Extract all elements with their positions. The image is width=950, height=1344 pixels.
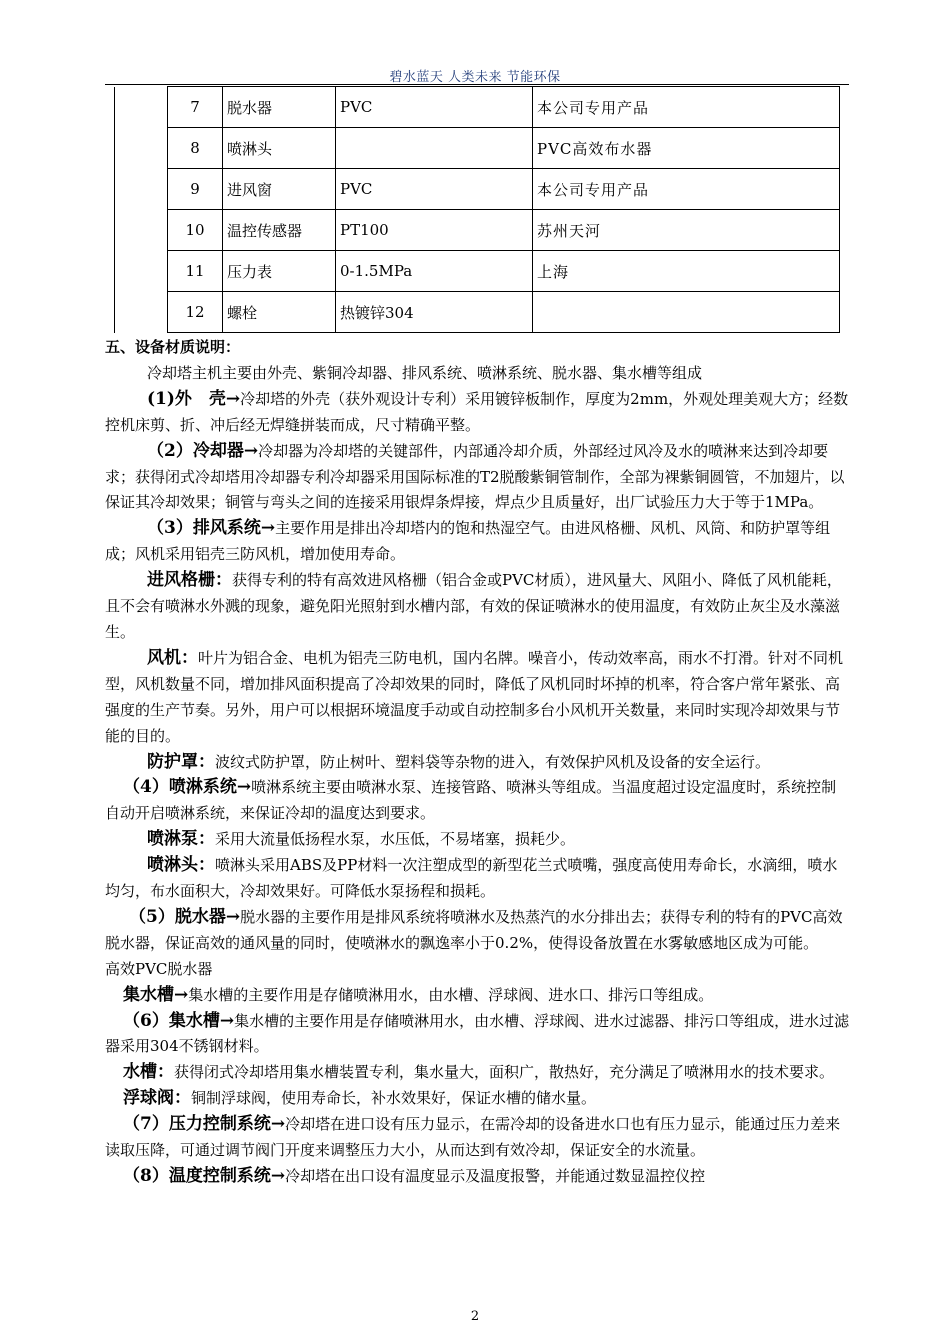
page-number: 2 <box>470 1309 480 1324</box>
material-table <box>114 86 840 333</box>
part-material: 0-1.5MPa <box>336 251 533 292</box>
part-material: 热镀锌304 <box>336 292 533 333</box>
table-row <box>115 169 840 210</box>
item-text: 获得闭式冷却塔用集水槽装置专利，集水量大，面积广，散热好，充分满足了喷淋用水的技术要求。 <box>174 1063 835 1082</box>
table-row <box>115 87 840 128</box>
item-shell <box>105 387 851 439</box>
item-label: （3）排风系统→ <box>147 518 276 539</box>
part-name: 进风窗 <box>223 169 336 210</box>
page-header-slogan: 碧水蓝天 人类未来 节能环保 <box>389 70 561 85</box>
item-fan <box>105 646 851 750</box>
part-material: PVC <box>336 87 533 128</box>
item-guard <box>105 750 851 776</box>
item-text: 脱水器的主要作用是排风系统将喷淋水及热蒸汽的水分排出去；获得专利的特有的PVC高效脱水器，保证高效的通风量的同时，使喷淋水的飘逸率小于0.2%，使得设备放置在水雾敏感地区成为可能。 <box>105 907 843 952</box>
item-label: （8）温度控制系统→ <box>123 1166 286 1186</box>
item-eliminator-caption <box>105 957 851 983</box>
table-row <box>115 210 840 251</box>
item-collection-tank <box>105 983 851 1009</box>
item-text: 获得专利的特有高效进风格栅（铝合金或PVC材质），进风量大、风阻小、降低了风机能耗，且不会有喷淋水外溅的现象，避免阳光照射到水槽内部，有效的保证喷淋水的使用温度，有效防止灰尘及水藻滋生。 <box>105 571 842 641</box>
item-text: 采用大流量低扬程水泵，水压低，不易堵塞，损耗少。 <box>215 830 576 849</box>
row-number: 8 <box>168 128 223 169</box>
section-intro: 冷却塔主机主要由外壳、紫铜冷却器、排风系统、喷淋系统、脱水器、集水槽等组成 <box>147 363 703 382</box>
item-label: 喷淋头： <box>147 855 215 876</box>
item-spray-nozzle <box>105 853 851 905</box>
blank-cell <box>115 169 168 210</box>
part-material: PT100 <box>336 210 533 251</box>
row-number: 10 <box>168 210 223 251</box>
item-air-inlet-grille <box>105 568 851 646</box>
part-note: 本公司专用产品 <box>533 87 840 128</box>
item-text: 冷却器为冷却塔的关键部件，内部通冷却介质，外部经过风冷及水的喷淋来达到冷却要求；获得闭式冷却塔用冷却器专利冷却器采用国际标准的T2脱酸紫铜管制作，全部为裸紫铜圆管，不加翅片，以保证其冷却效果；铜管与弯头之间的连接采用银焊条焊接，焊点少且质量好，出厂试验压力大于等于1MPa。 <box>105 441 845 512</box>
item-text: 冷却塔在进口设有压力显示，在需冷却的设备进水口也有压力显示，能通过压力差来读取压降，可通过调节阀门开度来调整压力大小，从而达到有效冷却，保证安全的水流量。 <box>105 1115 841 1160</box>
item-label: 风机： <box>147 647 198 668</box>
item-label: 进风格栅： <box>147 570 232 591</box>
item-text: 铜制浮球阀，使用寿命长，补水效果好，保证水槽的储水量。 <box>191 1089 597 1108</box>
part-name: 温控传感器 <box>223 210 336 251</box>
item-spray-system <box>105 775 851 827</box>
part-material <box>336 128 533 169</box>
table-row <box>115 292 840 333</box>
item-label: (1)外 壳→ <box>147 388 241 409</box>
item-label: 集水槽→ <box>123 984 189 1005</box>
part-name: 脱水器 <box>223 87 336 128</box>
row-number: 7 <box>168 87 223 128</box>
item-float-valve <box>105 1086 851 1112</box>
item-label: 水槽： <box>123 1062 174 1083</box>
blank-cell <box>115 292 168 333</box>
row-number: 12 <box>168 292 223 333</box>
material-description <box>105 335 851 1190</box>
header-rule <box>105 84 849 85</box>
row-number: 11 <box>168 251 223 292</box>
part-note: 本公司专用产品 <box>533 169 840 210</box>
item-text: 喷淋头采用ABS及PP材料一次注塑成型的新型花兰式喷嘴，强度高使用寿命长，水滴细，喷水均匀，布水面积大，冷却效果好。可降低水泵扬程和损耗。 <box>105 856 838 901</box>
blank-cell <box>115 251 168 292</box>
item-label: （6）集水槽→ <box>123 1010 235 1031</box>
item-label: 喷淋泵： <box>147 829 215 850</box>
item-label: （4）喷淋系统→ <box>123 777 252 798</box>
item-text: 叶片为铝合金、电机为铝壳三防电机，国内名牌。噪音小，传动效率高，雨水不打滑。针对不同机型，风机数量不同，增加排风面积提高了冷却效果的同时，降低了风机同时坏掉的机率，符合客户常年紧张、高强度的生产节奏。另外，用户可以根据环境温度手动或自动控制多台小风机开关数量，来同时实现冷却效果与节能的目的。 <box>105 648 844 745</box>
item-water-tank <box>105 1060 851 1086</box>
blank-cell <box>115 128 168 169</box>
item-text: 喷淋系统主要由喷淋水泵、连接管路、喷淋头等组成。当温度超过设定温度时，系统控制自动开启喷淋系统，来保证冷却的温度达到要求。 <box>105 778 837 823</box>
part-name: 喷淋头 <box>223 128 336 169</box>
part-note: 苏州天河 <box>533 210 840 251</box>
part-name: 压力表 <box>223 251 336 292</box>
item-cooler <box>105 439 851 517</box>
part-material: PVC <box>336 169 533 210</box>
item-text: 波纹式防护罩，防止树叶、塑料袋等杂物的进入，有效保护风机及设备的安全运行。 <box>215 752 771 771</box>
item-temperature-control <box>105 1164 851 1190</box>
item-text: 集水槽的主要作用是存储喷淋用水，由水槽、浮球阀、进水口、排污口等组成。 <box>188 985 714 1004</box>
section-heading: 五、设备材质说明： <box>105 338 241 356</box>
table-row <box>115 128 840 169</box>
item-label: 浮球阀： <box>123 1088 191 1109</box>
part-name: 螺栓 <box>223 292 336 333</box>
item-exhaust-system <box>105 516 851 568</box>
item-label: （5）脱水器→ <box>129 906 241 927</box>
item-label: （2）冷却器→ <box>147 440 259 461</box>
blank-cell <box>115 87 168 128</box>
part-note: PVC高效布水器 <box>533 128 840 169</box>
part-note <box>533 292 840 333</box>
item-collection-tank-6 <box>105 1009 851 1061</box>
table-row <box>115 251 840 292</box>
part-note: 上海 <box>533 251 840 292</box>
item-text: 高效PVC脱水器 <box>105 959 213 978</box>
item-text: 冷却塔在出口设有温度显示及温度报警，并能通过数显温控仪控 <box>285 1167 706 1185</box>
blank-cell <box>115 210 168 251</box>
item-label: （7）压力控制系统→ <box>123 1114 286 1135</box>
item-text: 集水槽的主要作用是存储喷淋用水，由水槽、浮球阀、进水过滤器、排污口等组成，进水过滤器采用304不锈钢材料。 <box>105 1011 850 1056</box>
item-text: 冷却塔的外壳（获外观设计专利）采用镀锌板制作，厚度为2mm，外观处理美观大方；经数控机床剪、折、冲后经无焊缝拼装而成，尺寸精确平整。 <box>105 389 849 434</box>
row-number: 9 <box>168 169 223 210</box>
item-label: 防护罩： <box>147 751 215 772</box>
item-text: 主要作用是排出冷却塔内的饱和热湿空气。由进风格栅、风机、风筒、和防护罩等组成；风机采用铝壳三防风机，增加使用寿命。 <box>105 519 831 564</box>
item-pressure-control <box>105 1112 851 1164</box>
item-eliminator <box>105 905 851 957</box>
item-spray-pump <box>105 827 851 853</box>
